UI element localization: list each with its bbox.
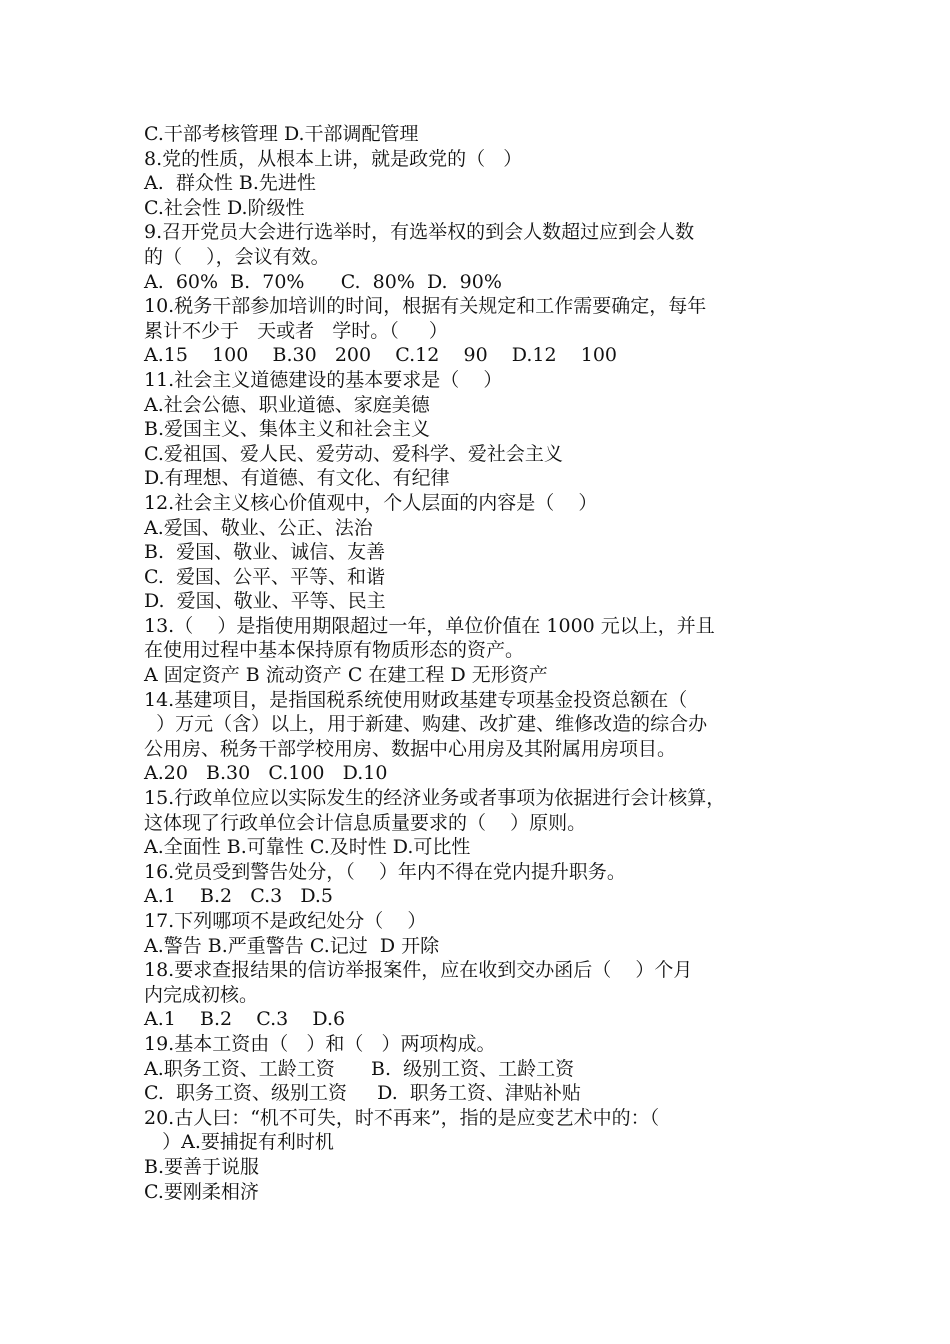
text-line: 这体现了行政单位会计信息质量要求的（ ）原则。 [144,811,587,834]
question-13: 13.（ ）是指使用期限超过一年，单位价值在 1000 元以上，并且 [144,614,715,637]
text-line: B. 爱国、敬业、诚信、友善 [144,541,386,564]
text-line: C.干部考核管理 D.干部调配管理 [144,123,419,145]
text-line: A.职务工资、工龄工资 B. 级别工资、工龄工资 [144,1057,575,1080]
text-line: ）万元（含）以上，用于新建、购建、改扩建、维修改造的综合办 [144,713,708,736]
text-line: A. 群众性 B.先进性 [144,172,316,195]
text-line: 公用房、税务干部学校用房、数据中心用房及其附属用房项目。 [144,737,677,760]
text-line: A.20 B.30 C.100 D.10 [144,762,388,785]
question-17: 17.下列哪项不是政纪处分（ ） [144,910,427,932]
text-line: A.全面性 B.可靠性 C.及时性 D.可比性 [144,836,471,859]
question-19: 19.基本工资由（ ）和（ ）两项构成。 [144,1032,496,1055]
question-9: 9.召开党员大会进行选举时，有选举权的到会人数超过应到会人数 [144,221,695,244]
question-12: 12.社会主义核心价值观中，个人层面的内容是（ ） [144,491,598,514]
text-line: 在使用过程中基本保持原有物质形态的资产。 [144,639,525,662]
text-line: 内完成初核。 [144,983,259,1006]
text-line: A.警告 B.严重警告 C.记过 D 开除 [144,934,440,957]
text-line: B.爱国主义、集体主义和社会主义 [144,418,431,441]
text-line: C.社会性 D.阶级性 [144,196,305,219]
text-line: D. 爱国、敬业、平等、民主 [144,590,386,613]
text-line: A. 60% B. 70% C. 80% D. 90% [144,270,502,293]
question-14: 14.基建项目，是指国税系统使用财政基建专项基金投资总额在（ [144,688,688,711]
question-16: 16.党员受到警告处分，（ ）年内不得在党内提升职务。 [144,860,626,883]
text-line: A.15 100 B.30 200 C.12 90 D.12 100 [144,344,618,367]
text-line: A.社会公德、职业道德、家庭美德 [144,393,430,416]
text-line: ）A.要捕捉有利时机 [144,1131,334,1154]
text-line: A.1 B.2 C.3 D.6 [144,1008,346,1031]
question-10: 10.税务干部参加培训的时间，根据有关规定和工作需要确定，每年 [144,295,707,318]
text-line: A.1 B.2 C.3 D.5 [144,885,334,908]
question-8: 8.党的性质，从根本上讲，就是政党的（ ） [144,147,523,170]
text-line: A.爱国、敬业、公正、法治 [144,516,373,539]
text-line: D.有理想、有道德、有文化、有纪律 [144,467,450,490]
question-18: 18.要求查报结果的信访举报案件，应在收到交办函后（ ）个月 [144,959,693,982]
text-line: 累计不少于 天或者 学时。（ ） [144,319,448,342]
question-11: 11.社会主义道德建设的基本要求是（ ） [144,368,503,391]
question-15: 15.行政单位应以实际发生的经济业务或者事项为依据进行会计核算， [144,787,726,810]
text-line: B.要善于说服 [144,1155,260,1178]
text-line: C. 爱国、公平、平等、和谐 [144,565,385,588]
question-20: 20.古人曰：“机不可失，时不再来”，指的是应变艺术中的：（ [144,1106,660,1129]
document-body [144,122,824,1204]
text-line: C.要刚柔相济 [144,1180,259,1203]
text-line: C. 职务工资、级别工资 D. 职务工资、津贴补贴 [144,1082,581,1105]
text-line: 的（ ），会议有效。 [144,245,330,268]
text-line: A 固定资产 B 流动资产 C 在建工程 D 无形资产 [144,664,548,687]
text-line: C.爱祖国、爱人民、爱劳动、爱科学、爱社会主义 [144,442,563,465]
